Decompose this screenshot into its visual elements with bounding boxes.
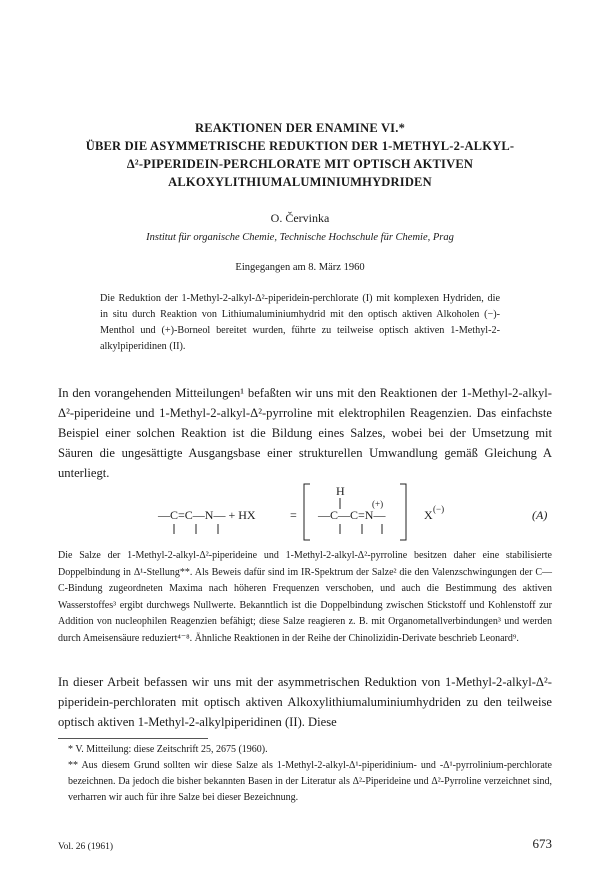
footnote-2: ** Aus diesem Grund sollten wir diese Salze als 1-Methyl-2-alkyl-Δ¹-piperidinium- und -Δ¹-pyrrolinium-perchlorate bezeichnen. Da jedoch die bisher bekannten Basen in der Literatur als Δ²-Piperideine und Δ²-Pyrroline verzeichnet sind, verharren wir auch für ihre Salze bei dieser Bezeichnung.	[68, 760, 552, 803]
body-paragraph-2: In dieser Arbeit befassen wir uns mit der asymmetrischen Reduktion von 1-Methyl-2-alkyl-Δ²-piperidein-perchloraten mit optisch aktiven Alkoxylithiumaluminiumhydriden zu den teilweise optisch aktiven 1-Methyl-2-alkylpiperidinen (II). Diese	[58, 675, 552, 729]
equation-middle: —C—C=N—	[318, 508, 386, 522]
institution: Institut für organische Chemie, Technische Hochschule für Chemie, Prag	[146, 232, 454, 243]
equation-hydrogen: H	[336, 484, 345, 498]
equation-anion: X	[424, 508, 433, 522]
body-small-paragraph: Die Salze der 1-Methyl-2-alkyl-Δ²-piperideine und 1-Methyl-2-alkyl-Δ²-pyrroline besitzen daher eine stabilisierte Doppelbindung in Δ¹-Stellung**. Als Beweis dafür sind im IR-Spektrum der Salze² die den Valenzschwingungen der C—C-Bindung zugeordneten Maxima nach höheren Frequenzen verschoben, und auch die Bestimmung des aktiven Wasserstoffes³ ergibt durchwegs Nullwerte. Bekanntlich ist die Doppelbindung zwischen Stickstoff und Kohlenstoff zur Addition von nucleophilen Reagenzien befähigt; diese Salze reagieren z. B. mit Organometallverbindungen³ und werden durch Ameisensäure reduziert⁴⁻⁸. Ähnliche Reaktionen in der Reihe der Chinolizidin-Derivate beschrieb Leonard⁹.	[58, 550, 552, 644]
footnote-1: * V. Mitteilung: diese Zeitschrift 25, 2675 (1960).	[68, 744, 268, 755]
title-line-2: ÜBER DIE ASYMMETRISCHE REDUKTION DER 1-METHYL-2-ALKYL-	[85, 139, 515, 153]
page-number: 673	[532, 836, 552, 851]
volume-info: Vol. 26 (1961)	[58, 842, 113, 852]
equation-left: —C=C—N— + HX	[158, 508, 256, 522]
abstract: Die Reduktion der 1-Methyl-2-alkyl-Δ²-piperidein-perchlorate (I) mit komplexen Hydriden, die in situ durch Reaktion von Lithiumaluminiumhydrid mit den optisch aktiven Alkoholen (−)-Menthol und (+)-Borneol bereitet wurden, führte zu teilweise optisch aktiven 1-Methyl-2-alkylpiperidinen (II).	[100, 293, 500, 352]
author: O. Červinka	[270, 211, 330, 225]
reaction-equation	[100, 482, 570, 544]
equation-label: (A)	[532, 508, 548, 522]
body-paragraph-1: In den vorangehenden Mitteilungen¹ befaßten wir uns mit den Reaktionen der 1-Methyl-2-alkyl-Δ²-piperideine und 1-Methyl-2-alkyl-Δ²-pyrroline mit elektrophilen Reagenzien. Das einfachste Beispiel einer solchen Reaktion ist die Bildung eines Salzes, wobei bei der Umsetzung mit Säuren die ungesättigte Ausgangsbase einer strukturellen Umwandlung gemäß Gleichung A unterliegt.	[58, 386, 552, 480]
footnote-rule	[58, 738, 208, 739]
title-line-4: ALKOXYLITHIUMALUMINIUMHYDRIDEN	[168, 175, 432, 189]
equation-charge-plus: (+)	[372, 499, 384, 509]
equation-charge-minus: (−)	[433, 504, 445, 514]
equation-equals: =	[290, 508, 297, 522]
title-line-1: REAKTIONEN DER ENAMINE VI.*	[194, 121, 406, 135]
title-line-3: Δ²-PIPERIDEIN-PERCHLORATE MIT OPTISCH AKTIVEN	[126, 157, 474, 171]
received-date: Eingegangen am 8. März 1960	[235, 262, 365, 273]
